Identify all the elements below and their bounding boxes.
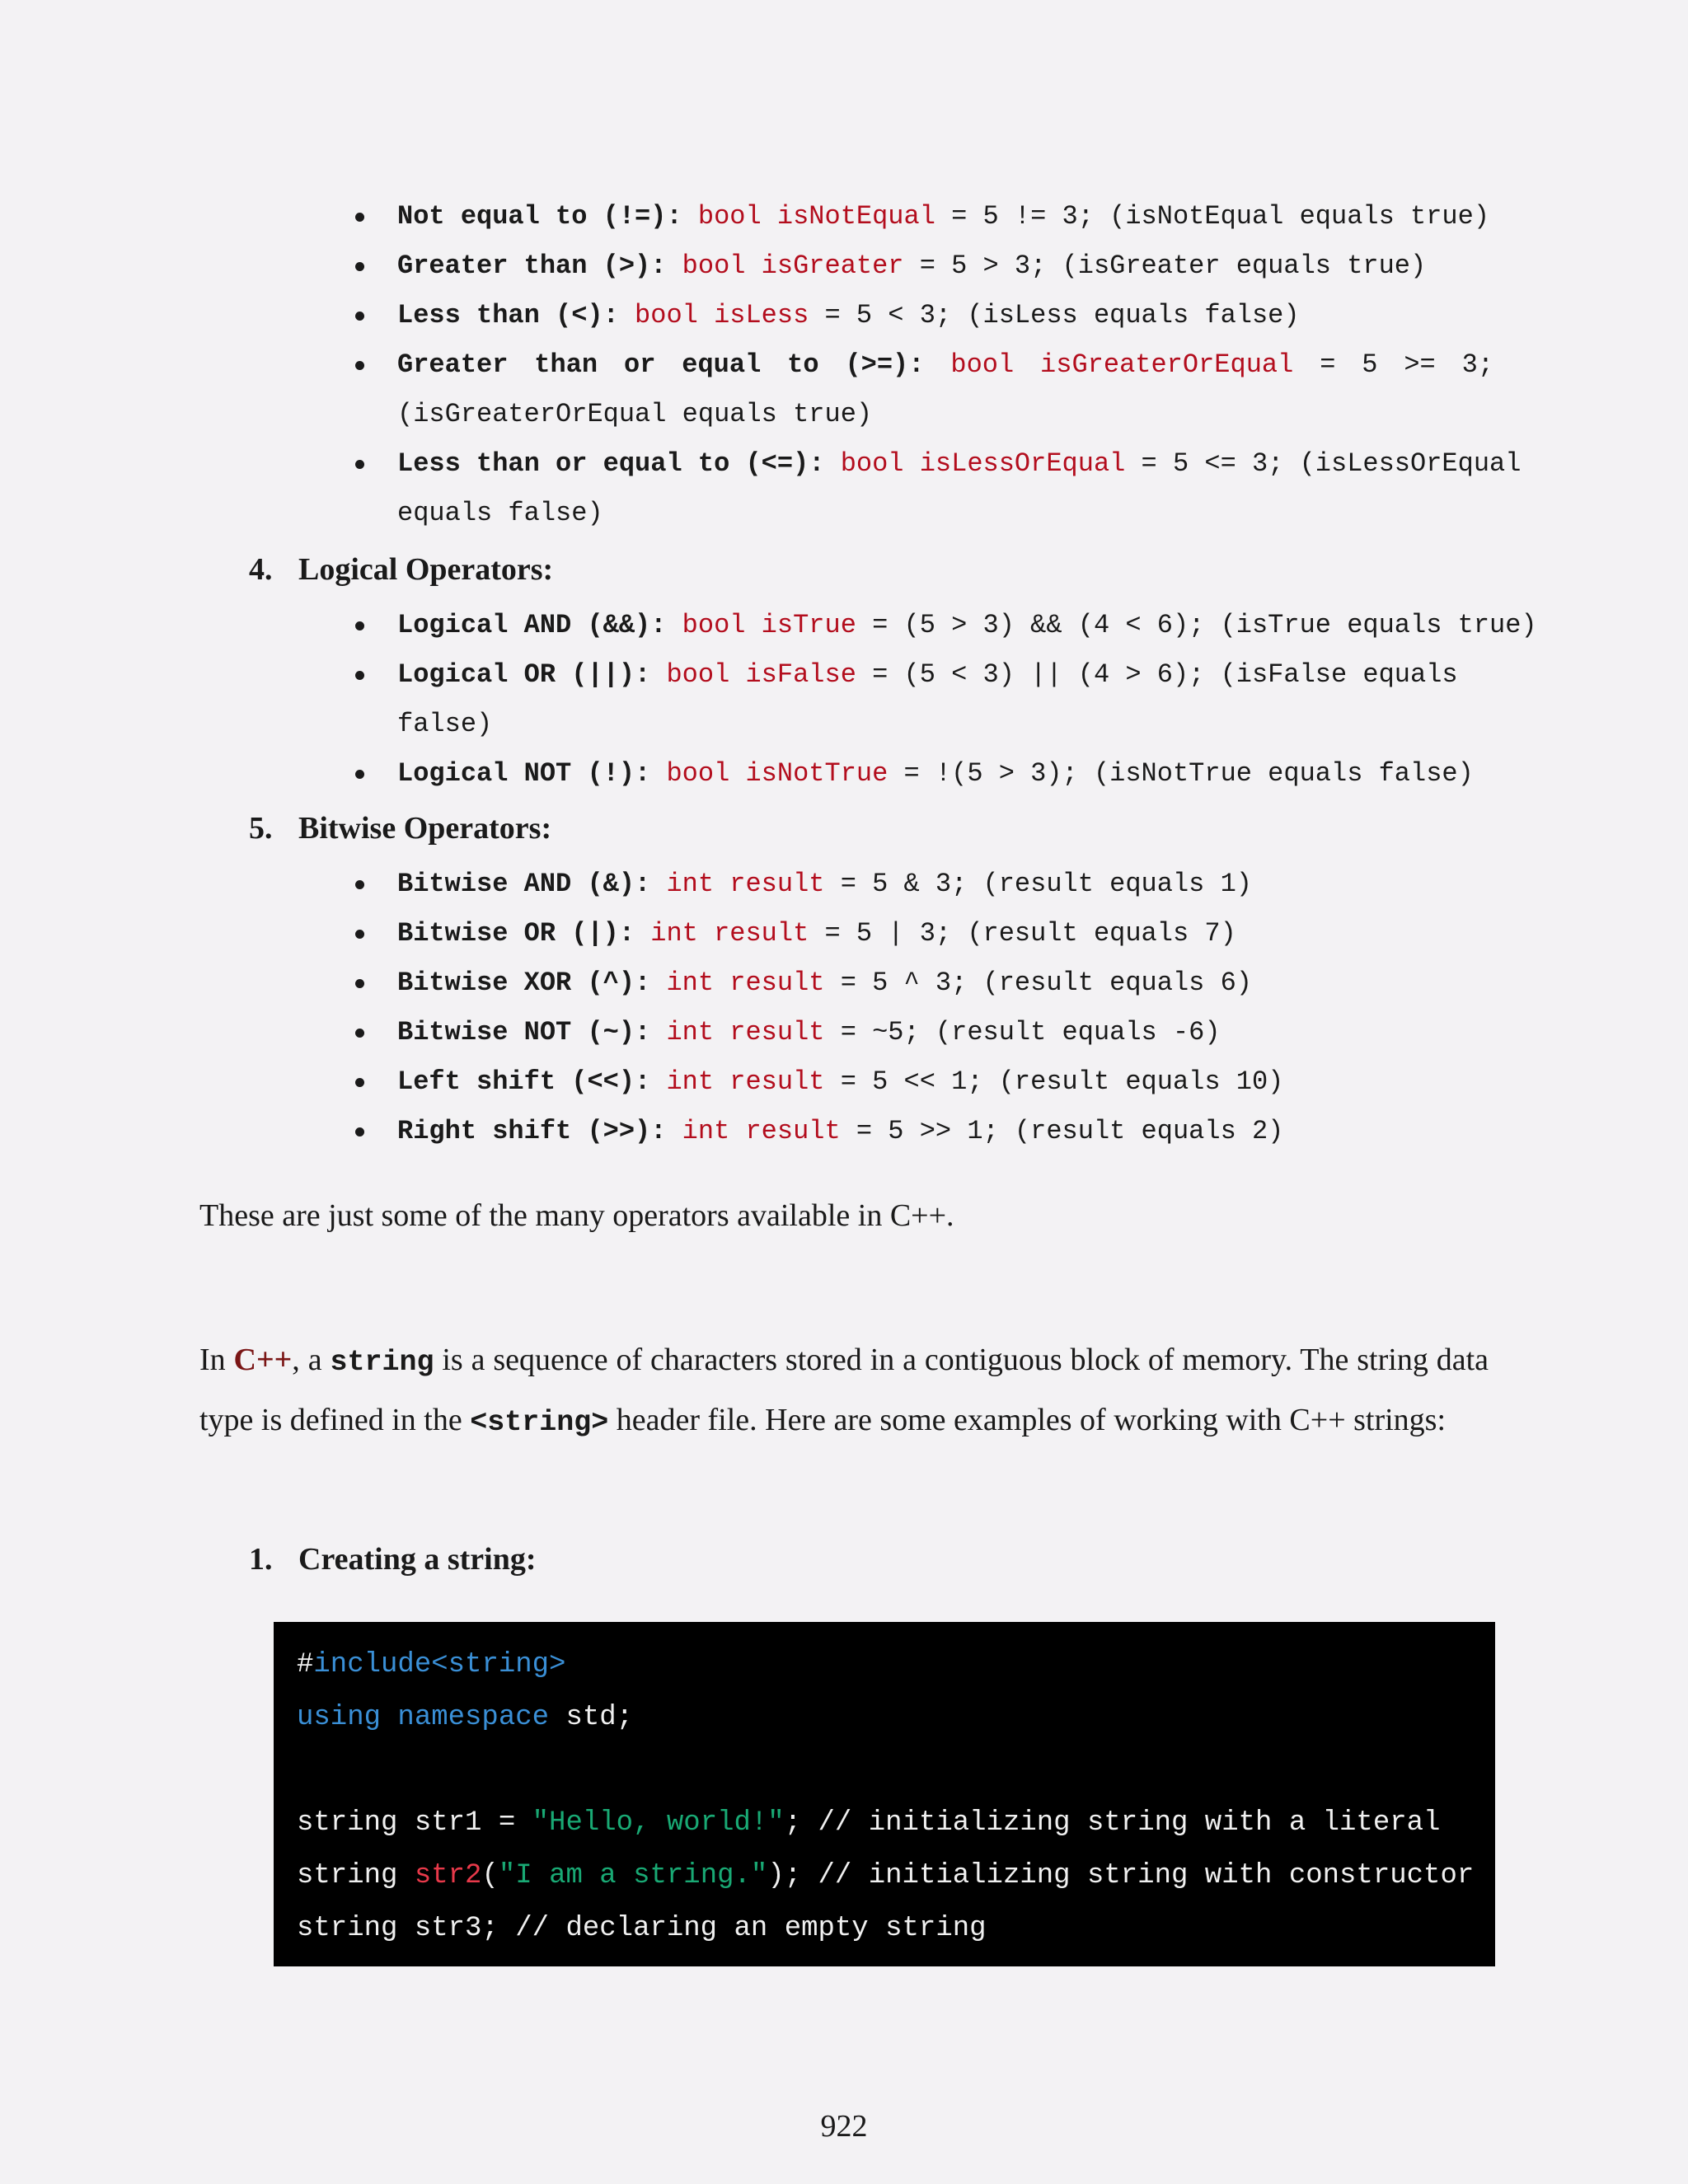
list-item: Less than or equal to (<=): bool isLessOrEqual = 5 <= 3; (isLessOrEqual equals false) [397,439,1493,538]
list-item: Logical NOT (!): bool isNotTrue = !(5 > 3); (isNotTrue equals false) [397,749,1493,799]
logical-operators-heading: 4. Logical Operators: [249,552,554,587]
code-line-blank [297,1744,1472,1797]
code-line: using namespace std; [297,1702,634,1733]
comparison-operators-list [397,192,1522,538]
page-number: 922 [820,2109,868,2144]
code-line: #include<string> [297,1649,566,1680]
list-item: Logical AND (&&): bool isTrue = (5 > 3) && (4 < 6); (isTrue equals true) [397,601,1493,650]
code-line: string str1 = "Hello, world!"; // initializing string with a literal [297,1807,1441,1839]
creating-string-heading: 1. Creating a string: [249,1542,537,1577]
summary-paragraph: These are just some of the many operators available in C++. [199,1198,954,1233]
code-block [274,1622,1495,1966]
list-item: Bitwise XOR (^): int result = 5 ^ 3; (result equals 6) [397,958,1493,1008]
list-item: Logical OR (||): bool isFalse = (5 < 3) || (4 > 6); (isFalse equals false) [397,650,1493,749]
logical-operators-list [397,601,1537,799]
bitwise-operators-heading: 5. Bitwise Operators: [249,811,552,846]
string-intro-paragraph: In C++, a string is a sequence of characters stored in a contiguous block of memory. The string data type is defined in the <string> header file. Here are some examples of working with C++ strings: [199,1343,1489,1439]
list-item: Less than (<): bool isLess = 5 < 3; (isLess equals false) [397,291,1493,340]
list-item: Bitwise OR (|): int result = 5 | 3; (result equals 7) [397,909,1493,958]
bitwise-operators-list [397,860,1493,1156]
list-item: Bitwise AND (&): int result = 5 & 3; (result equals 1) [397,860,1493,909]
list-item: Right shift (>>): int result = 5 >> 1; (result equals 2) [397,1107,1493,1156]
list-item: Bitwise NOT (~): int result = ~5; (result equals -6) [397,1008,1493,1057]
list-item: Left shift (<<): int result = 5 << 1; (result equals 10) [397,1057,1493,1107]
list-item: Greater than or equal to (>=): bool isGreaterOrEqual = 5 >= 3; (isGreaterOrEqual equals true) [397,340,1493,439]
list-item: Greater than (>): bool isGreater = 5 > 3; (isGreater equals true) [397,241,1493,291]
code-line: string str2("I am a string."); // initializing string with constructor [297,1860,1475,1891]
list-item: Not equal to (!=): bool isNotEqual = 5 != 3; (isNotEqual equals true) [397,192,1493,241]
code-line: string str3; // declaring an empty string [297,1913,987,1944]
